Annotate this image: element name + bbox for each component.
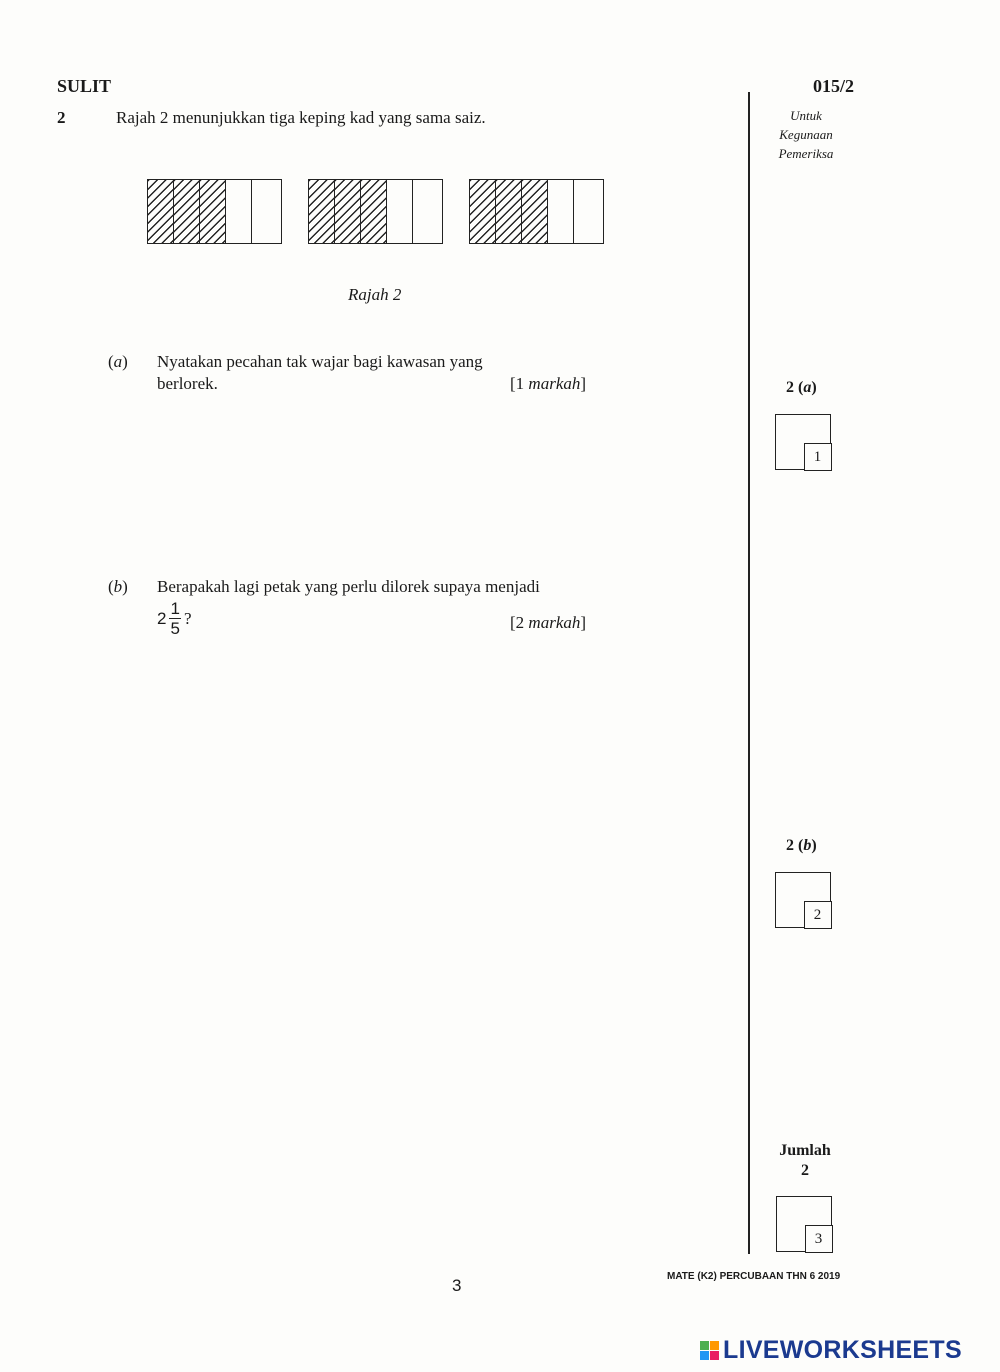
fraction-denominator: 5 (170, 619, 180, 638)
part-b-label: (b) (108, 577, 128, 596)
margin-divider (748, 92, 750, 1254)
total-label (770, 1141, 840, 1181)
mixed-whole: 2 (157, 608, 167, 628)
paper-code: 015/2 (813, 76, 855, 96)
part-b-mixed-number (157, 600, 191, 637)
mark-box-2a (775, 414, 831, 470)
mark-box-2b-score: 2 (804, 901, 832, 929)
part-a-text-line2: berlorek. (157, 374, 218, 393)
examiner-note-line: Untuk (790, 108, 822, 123)
margin-label-2b-text: 2 (b) (786, 837, 817, 854)
answer-area-b[interactable] (157, 660, 597, 860)
part-a-text-line1: Nyatakan pecahan tak wajar bagi kawasan yang (157, 352, 483, 371)
card-cell-shaded (496, 180, 522, 243)
brand-name: LIVEWORKSHEETS (723, 1336, 962, 1364)
part-b-text-line1: Berapakah lagi petak yang perlu dilorek supaya menjadi (157, 577, 540, 596)
brand-icon (700, 1341, 719, 1360)
card-cell (387, 180, 413, 243)
sulit-label: SULIT (57, 76, 112, 96)
total-label-text: Jumlah (779, 1142, 831, 1159)
mark-box-2a-score: 1 (804, 443, 832, 471)
fraction-numerator: 1 (170, 599, 180, 618)
part-a-label: (a) (108, 352, 128, 371)
examiner-note-line: Pemeriksa (778, 146, 834, 161)
card-cell (574, 180, 600, 243)
mark-box-total-score: 3 (805, 1225, 833, 1253)
diagram-caption: Rajah 2 (348, 285, 402, 304)
examiner-note-line: Kegunaan (779, 127, 833, 142)
card-cell-shaded (200, 180, 226, 243)
card (147, 179, 282, 244)
answer-area-a[interactable] (524, 404, 764, 484)
margin-label-2a-text: 2 (a) (786, 379, 817, 396)
card (308, 179, 443, 244)
card-cell-shaded (470, 180, 496, 243)
examiner-note (766, 106, 846, 163)
question-mark: ? (183, 608, 192, 628)
card (469, 179, 604, 244)
margin-label-2b (786, 837, 817, 855)
total-label-number: 2 (801, 1162, 809, 1179)
exam-name: MATE (K2) PERCUBAAN THN 6 2019 (667, 1271, 841, 1282)
card-cell-shaded (148, 180, 174, 243)
question-number: 2 (57, 108, 66, 127)
card-cell (413, 180, 439, 243)
question-stem: Rajah 2 menunjukkan tiga keping kad yang sama saiz. (116, 108, 486, 127)
card-cell (252, 180, 278, 243)
card-cell-shaded (335, 180, 361, 243)
mark-box-2b (775, 872, 831, 928)
card-cell (548, 180, 574, 243)
margin-label-2a (786, 379, 817, 397)
mixed-fraction (169, 600, 180, 637)
page-number: 3 (452, 1276, 462, 1295)
brand-logo[interactable] (700, 1336, 962, 1365)
mark-box-total (776, 1196, 832, 1252)
card-cell-shaded (309, 180, 335, 243)
part-b-marks: [2 markah] (510, 613, 587, 632)
card-cell-shaded (522, 180, 548, 243)
card-cell-shaded (361, 180, 387, 243)
card-cell-shaded (174, 180, 200, 243)
card-cell (226, 180, 252, 243)
part-a-marks: [1 markah] (510, 374, 587, 393)
